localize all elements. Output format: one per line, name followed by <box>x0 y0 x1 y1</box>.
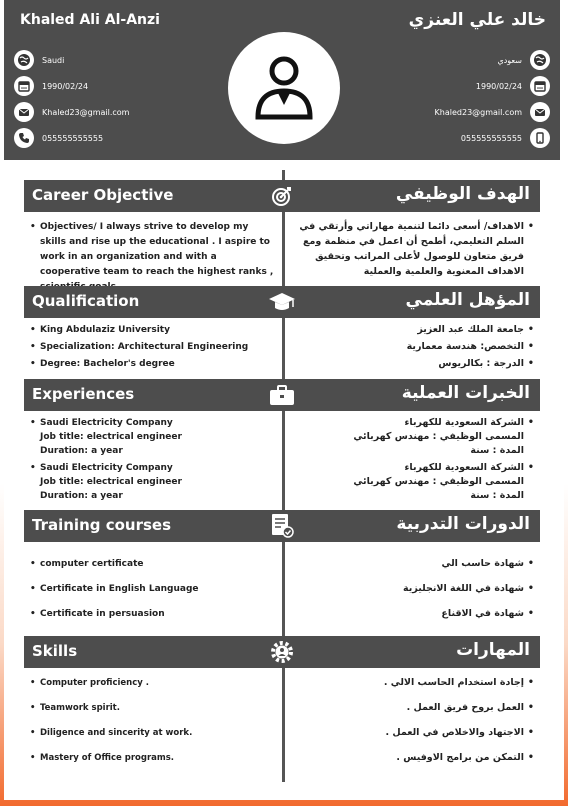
nationality-en: Saudi <box>42 55 65 65</box>
list-item: • شهادة في الاقناع <box>292 607 536 621</box>
list-item: • Degree: Bachelor's degree <box>28 357 274 371</box>
envelope-icon <box>530 102 550 122</box>
list-item: • التمكن من برامج الاوفيس . <box>292 751 536 765</box>
email-en-row <box>14 102 129 122</box>
list-item: • King Abdulaziz University <box>28 323 274 337</box>
avatar <box>228 32 340 144</box>
company: • الشركة السعودية للكهرباء <box>404 462 524 473</box>
section-title-en: Qualification <box>32 292 140 310</box>
duration: Duration: a year <box>40 446 123 456</box>
phone-en-row <box>14 128 103 148</box>
dob-en: 1990/02/24 <box>42 81 89 91</box>
duration: المدة : سنة <box>470 490 524 501</box>
list-item: • Certificate in English Language <box>28 582 274 596</box>
job-title: Job title: electrical engineer <box>40 432 182 442</box>
section-title-ar: المؤهل العلمي <box>405 290 530 310</box>
briefcase-icon <box>266 379 298 411</box>
company: • Saudi Electricity Company <box>40 463 173 473</box>
dob-en-row <box>14 76 88 96</box>
globe-icon <box>530 50 550 70</box>
skills-list-en <box>28 676 274 765</box>
calendar-icon <box>14 76 34 96</box>
duration: المدة : سنة <box>470 445 524 456</box>
list-item: • Diligence and sincerity at work. <box>28 726 274 740</box>
person-icon <box>253 55 315 121</box>
section-title-en: Experiences <box>32 385 135 403</box>
dob-ar: 1990/02/24 <box>475 81 522 91</box>
experience-item <box>28 416 274 458</box>
experience-list-ar <box>292 416 536 503</box>
envelope-icon <box>14 102 34 122</box>
calendar-icon <box>530 76 550 96</box>
training-list-ar <box>292 557 536 621</box>
phone-en: 055555555555 <box>42 133 104 143</box>
objective-text-ar <box>292 219 536 279</box>
list-item: • الاهداف/ أسعى دائما لتنمية مهاراتي وأرتقي في السلم التعليمي، أطمح أن اعمل في منظمة ومع فريق متعاون للوصول لأعلى المراتب وتحقيق الاهداف المعنوية والعلمية والعملية <box>292 219 536 279</box>
section-title-en: Career Objective <box>32 186 174 204</box>
list-item: • Specialization: Architectural Engineering <box>28 340 274 354</box>
nationality-ar-row <box>497 50 550 70</box>
section-title-ar: الدورات التدربية <box>396 514 530 534</box>
qualification-list-ar <box>292 323 536 371</box>
name-arabic: خالد علي العنزي <box>408 10 546 30</box>
phone-icon <box>14 128 34 148</box>
nationality-en-row <box>14 50 64 70</box>
section-title-en: Skills <box>32 642 78 660</box>
list-item: • العمل بروح فريق العمل . <box>292 701 536 715</box>
name-english: Khaled Ali Al-Anzi <box>20 12 160 28</box>
objective-text-en <box>28 220 274 295</box>
mobile-icon <box>530 128 550 148</box>
cv-header <box>4 0 560 160</box>
email-en[interactable]: Khaled23@gmail.com <box>42 107 130 117</box>
duration: Duration: a year <box>40 491 123 501</box>
job-title: المسمى الوظيفي : مهندس كهربائي <box>353 476 524 487</box>
email-ar-row <box>435 102 550 122</box>
globe-icon <box>14 50 34 70</box>
qualification-bar <box>24 286 540 318</box>
list-item: • Objectives/ I always strive to develop my skills and rise up the educational . I aspire to work in an organization and with a cooperative team to reach the highest ranks , <box>28 220 274 295</box>
company: • Saudi Electricity Company <box>40 418 173 428</box>
training-courses-bar <box>24 510 540 542</box>
experience-item <box>28 461 274 503</box>
list-item: • إجادة استخدام الحاسب الالي . <box>292 676 536 690</box>
experience-list-en <box>28 416 274 503</box>
list-item: • التخصص: هندسة معمارية <box>292 340 536 354</box>
list-item: • جامعة الملك عبد العزيز <box>292 323 536 337</box>
job-title: Job title: electrical engineer <box>40 477 182 487</box>
list-item: • الدرجة : بكالريوس <box>292 357 536 371</box>
section-title-ar: المهارات <box>456 640 530 660</box>
gear-icon <box>266 636 298 668</box>
list-item: • الاجتهاد والاخلاص في العمل . <box>292 726 536 740</box>
list-item: • Certificate in persuasion <box>28 607 274 621</box>
company: • الشركة السعودية للكهرباء <box>404 417 524 428</box>
skills-bar <box>24 636 540 668</box>
graduation-cap-icon <box>266 286 298 318</box>
dob-ar-row <box>476 76 550 96</box>
nationality-ar: سعودي <box>497 55 522 65</box>
timeline-line <box>282 170 285 782</box>
experience-item <box>292 461 536 503</box>
list-item: • computer certificate <box>28 557 274 571</box>
experience-item <box>292 416 536 458</box>
experiences-bar <box>24 379 540 411</box>
qualification-list-en <box>28 323 274 371</box>
job-title: المسمى الوظيفي : مهندس كهربائي <box>353 431 524 442</box>
section-title-ar: الهدف الوظيفي <box>395 184 530 204</box>
certificate-icon <box>266 510 298 542</box>
phone-ar: 055555555555 <box>460 133 522 143</box>
section-title-en: Training courses <box>32 516 172 534</box>
skills-list-ar <box>292 676 536 765</box>
email-ar[interactable]: Khaled23@gmail.com <box>434 107 522 117</box>
list-item: • شهادة حاسب الي <box>292 557 536 571</box>
training-list-en <box>28 557 274 621</box>
list-item: • Computer proficiency . <box>28 676 274 690</box>
section-title-ar: الخبرات العملية <box>401 383 530 403</box>
career-objective-bar <box>24 180 540 212</box>
target-icon <box>266 180 298 212</box>
list-item: • شهادة في اللغة الانجليزية <box>292 582 536 596</box>
list-item: • Mastery of Office programs. <box>28 751 274 765</box>
list-item: • Teamwork spirit. <box>28 701 274 715</box>
phone-ar-row <box>461 128 550 148</box>
